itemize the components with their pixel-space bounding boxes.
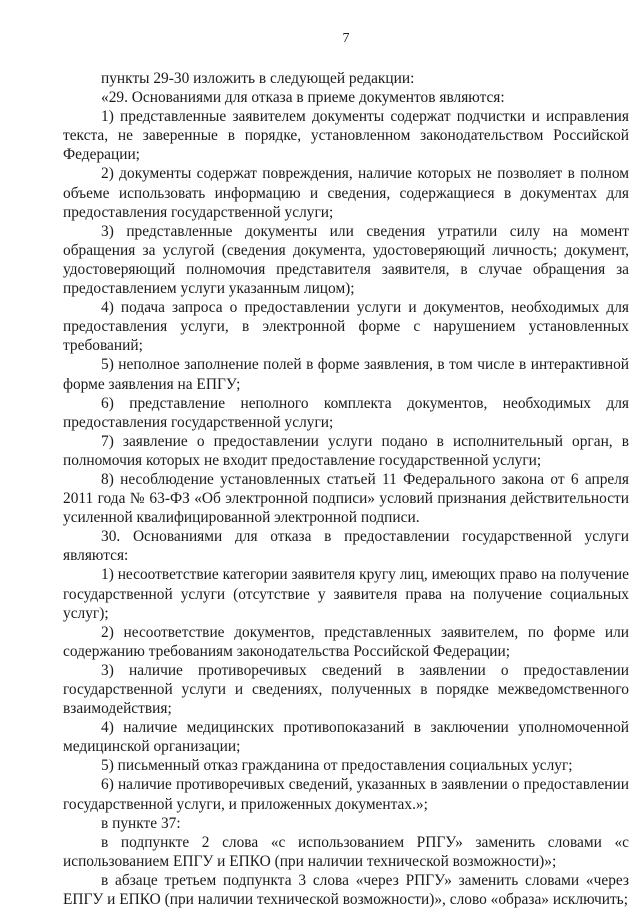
paragraph-intro: пункты 29-30 изложить в следующей редакции: [101, 70, 415, 87]
paragraph-clause-37-heading: в пункте 37: [101, 814, 181, 832]
paragraph-29-item-5: 5) неполное заполнение полей в форме заявления, в том числе в интерактивной форме заявления на ЕПГУ; [63, 356, 629, 393]
paragraph-37-subitem-3: в абзаце третьем подпункта 3 слова «через РПГУ» заменить словами «через ЕПГУ и ЕПКО (при наличии технической возможности)», слово «образа» исключить; [63, 871, 629, 909]
paragraph-30-item-6: 6) наличие противоречивых сведений, указанных в заявлении о предоставлении государственной услуги, и приложенных документах.»; [63, 776, 629, 813]
paragraph-29-item-1: 1) представленные заявителем документы содержат подчистки и исправления текста, не заверенные в порядке, установленном законодательством Российской Федерации; [63, 108, 629, 164]
paragraph-29-item-3: 3) представленные документы или сведения утратили силу на момент обращения за услугой (сведения документа, удостоверяющий личность; документ, удостоверяющий полномочия представителя заявителя, в случае обращения за предоставлением услуги указанным лицом); [63, 222, 629, 298]
paragraph-37-subitem-2: в подпункте 2 слова «с использованием РПГУ» заменить словами «с использованием ЕПГУ и ЕПКО (при наличии технической возможности)»; [63, 833, 629, 870]
paragraph-29-item-4: 4) подача запроса о предоставлении услуги и документов, необходимых для предоставления услуги, в электронной форме с нарушением установленных требований; [63, 299, 629, 355]
paragraph-clause-30-heading: 30. Основаниями для отказа в предоставлении государственной услуги являются: [63, 528, 629, 565]
paragraph-29-item-7: 7) заявление о предоставлении услуги подано в исполнительный орган, в полномочия которых не входит предоставление государственной услуги; [63, 432, 629, 469]
paragraph-clause-29-heading: «29. Основаниями для отказа в приеме документов являются: [101, 89, 505, 107]
paragraph-30-item-1: 1) несоответствие категории заявителя кругу лиц, имеющих право на получение государственной услуги (отсутствие у заявителя права на получение социальных услуг); [63, 566, 629, 622]
document-page [63, 30, 629, 909]
paragraph-30-item-4: 4) наличие медицинских противопоказаний в заключении уполномоченной медицинской организации; [63, 719, 629, 756]
paragraph-29-item-6: 6) представление неполного комплекта документов, необходимых для предоставления государственной услуги; [63, 394, 629, 431]
paragraph-29-item-2: 2) документы содержат повреждения, наличие которых не позволяет в полном объеме использовать информацию и сведения, содержащиеся в документах для предоставления государственной услуги; [63, 165, 629, 221]
paragraph-30-item-3: 3) наличие противоречивых сведений в заявлении о предоставлении государственной услуги и сведениях, полученных в порядке межведомственного взаимодействия; [63, 661, 629, 718]
paragraph-30-item-2: 2) несоответствие документов, представленных заявителем, по форме или содержанию требованиям законодательства Российской Федерации; [63, 623, 629, 660]
paragraph-29-item-8: 8) несоблюдение установленных статьей 11 Федерального закона от 6 апреля 2011 года № 63-ФЗ «Об электронной подписи» условий признания действительности усиленной квалифицированной электронной подписи. [63, 470, 629, 527]
paragraph-30-item-5: 5) письменный отказ гражданина от предоставления социальных услуг; [101, 757, 573, 775]
page-number: 7 [342, 31, 350, 46]
